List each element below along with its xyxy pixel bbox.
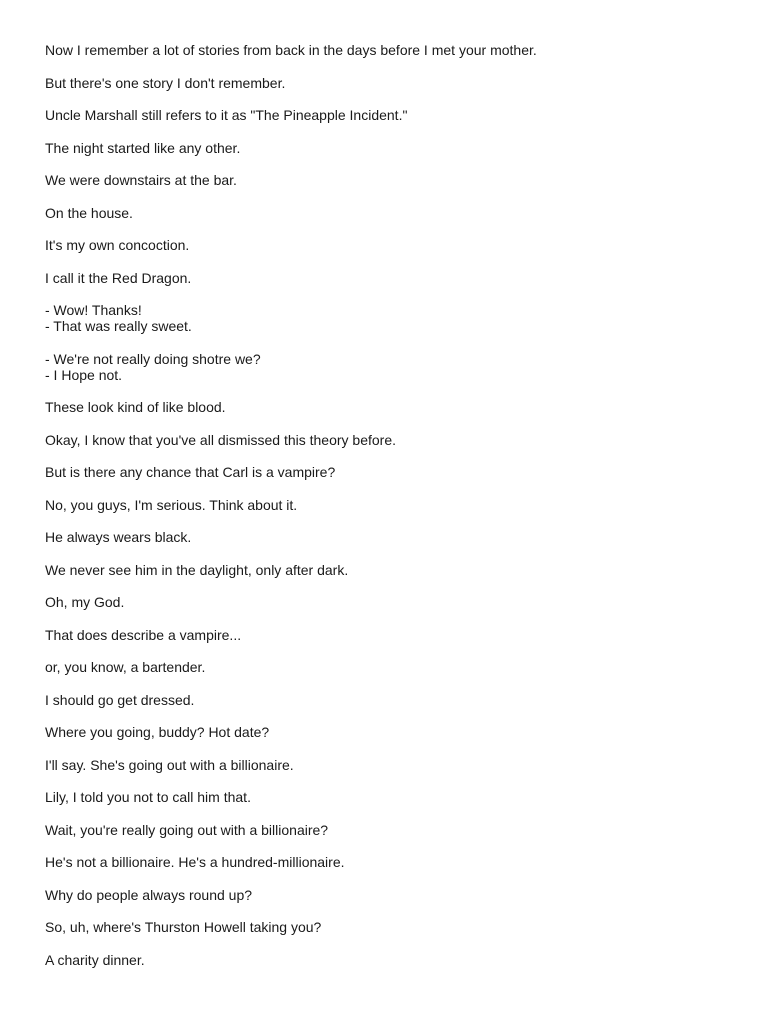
- line-text: I call it the Red Dragon.: [45, 269, 192, 286]
- transcript-line: [45, 107, 735, 123]
- transcript-line: [45, 724, 735, 740]
- transcript-line: [45, 659, 735, 675]
- transcript-line: [45, 919, 735, 935]
- line-text: So, uh, where's Thurston Howell taking you?: [45, 919, 322, 935]
- transcript-line: [45, 822, 735, 838]
- line-text: - I Hope not.: [45, 366, 123, 383]
- line-text: He always wears black.: [45, 529, 192, 545]
- transcript-line: [45, 75, 735, 91]
- line-text: He's not a billionaire. He's a hundred-millionaire.: [45, 854, 345, 870]
- transcript-lines: [45, 42, 735, 984]
- line-text: We never see him in the daylight, only after dark.: [45, 561, 349, 578]
- transcript-line: [45, 529, 735, 545]
- line-text: That does describe a vampire...: [45, 626, 242, 643]
- line-text: Okay, I know that you've all dismissed this theory before.: [45, 431, 397, 448]
- line-text: Wait, you're really going out with a billionaire?: [45, 821, 329, 838]
- transcript-line: [45, 562, 735, 578]
- transcript-line: [45, 432, 735, 448]
- transcript-line: [45, 627, 735, 643]
- line-text: On the house.: [45, 204, 133, 221]
- transcript-line: [45, 205, 735, 221]
- line-text: Why do people always round up?: [45, 886, 253, 903]
- transcript-line: [45, 757, 735, 773]
- transcript-line: [45, 692, 735, 708]
- line-text: I'll say. She's going out with a billionaire.: [45, 756, 294, 773]
- transcript-line: [45, 351, 735, 383]
- transcript-line: [45, 887, 735, 903]
- line-text: Uncle Marshall still refers to it as "The Pineapple Incident.": [45, 107, 408, 123]
- line-text: It's my own concoction.: [45, 237, 190, 253]
- transcript-line: [45, 270, 735, 286]
- transcript-line: [45, 497, 735, 513]
- line-text: No, you guys, I'm serious. Think about it.: [45, 496, 298, 513]
- line-text: We were downstairs at the bar.: [45, 172, 237, 188]
- transcript-line: [45, 237, 735, 253]
- line-text: A charity dinner.: [45, 951, 145, 968]
- line-text: - Wow! Thanks!: [45, 302, 142, 318]
- line-text: The night started like any other.: [45, 139, 241, 156]
- transcript-line: [45, 399, 735, 415]
- line-text: But is there any chance that Carl is a vampire?: [45, 464, 336, 480]
- line-text: - We're not really doing shotre we?: [45, 350, 261, 367]
- line-text: These look kind of like blood.: [45, 399, 226, 415]
- line-text: Now I remember a lot of stories from back in the days before I met your mother.: [45, 42, 537, 58]
- transcript-line: [45, 140, 735, 156]
- line-text: or, you know, a bartender.: [45, 659, 206, 675]
- transcript-line: [45, 854, 735, 870]
- transcript-line: [45, 42, 735, 58]
- line-text: - That was really sweet.: [45, 318, 192, 334]
- transcript-line: [45, 464, 735, 480]
- line-text: Oh, my God.: [45, 594, 125, 610]
- transcript-line: [45, 789, 735, 805]
- transcript-line: [45, 172, 735, 188]
- transcript-line: [45, 594, 735, 610]
- line-text: Where you going, buddy? Hot date?: [45, 724, 270, 740]
- line-text: I should go get dressed.: [45, 691, 195, 708]
- line-text: But there's one story I don't remember.: [45, 74, 286, 91]
- transcript-line: [45, 302, 735, 334]
- line-text: Lily, I told you not to call him that.: [45, 789, 251, 805]
- transcript-line: [45, 952, 735, 968]
